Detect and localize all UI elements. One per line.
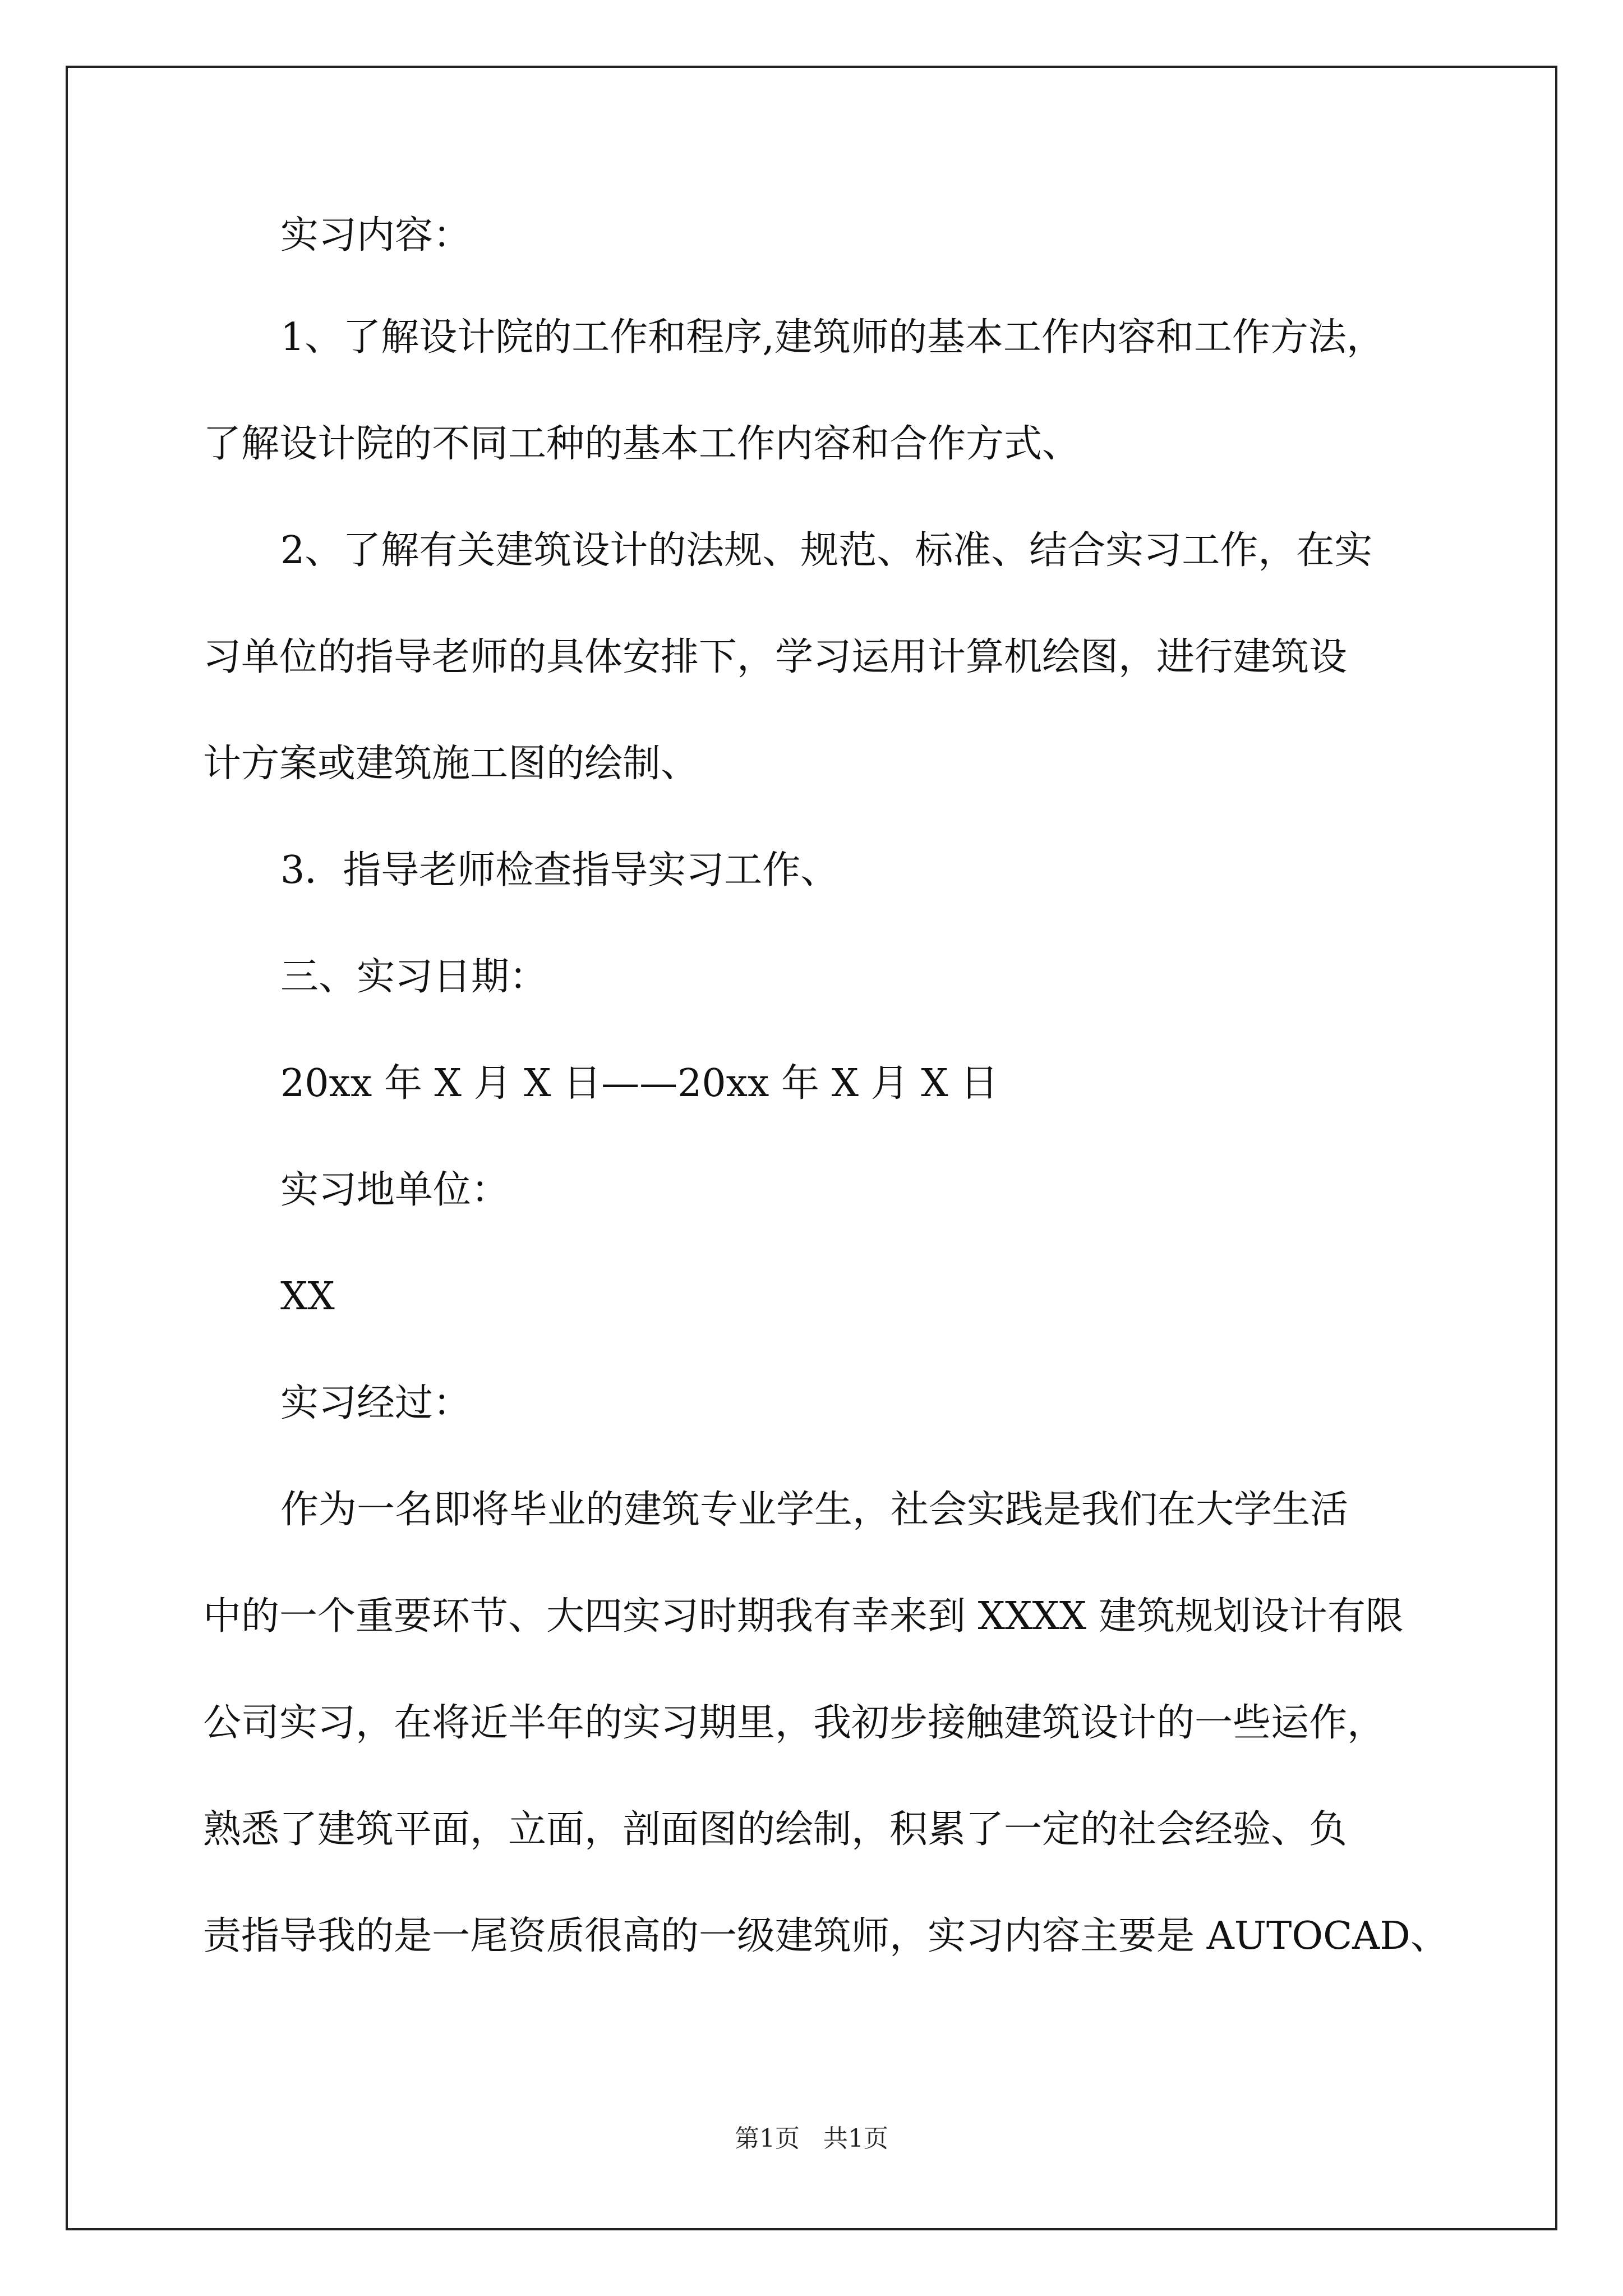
paragraph-line: 1、了解设计院的工作和程序,建筑师的基本工作内容和工作方法， (280, 315, 1385, 360)
paragraph-line: 计方案或建筑施工图的绘制、 (203, 742, 699, 786)
page-border (66, 66, 1557, 2230)
paragraph-line: 责指导我的是一尾资质很高的一级建筑师，实习内容主要是 AUTOCAD、 (203, 1914, 1449, 1958)
paragraph-line: 熟悉了建筑平面，立面，剖面图的绘制，积累了一定的社会经验、负 (203, 1807, 1348, 1852)
heading-process: 实习经过： (280, 1381, 472, 1425)
paragraph-line: 作为一名即将毕业的建筑专业学生，社会实践是我们在大学生活 (280, 1488, 1349, 1532)
paragraph-line: 了解设计院的不同工种的基本工作内容和合作方式、 (203, 422, 1081, 466)
paragraph-line: 中的一个重要环节、大四实习时期我有幸来到 XXXX 建筑规划设计有限 (203, 1594, 1404, 1639)
heading-unit: 实习地单位： (280, 1168, 510, 1212)
paragraph-line: 公司实习，在将近半年的实习期里，我初步接触建筑设计的一些运作， (203, 1701, 1386, 1745)
page-footer: 第1页 共1页 (735, 2124, 888, 2153)
section-heading-dates: 三、实习日期： (280, 955, 548, 999)
date-range: 20xx 年 X 月 X 日——20xx 年 X 月 X 日 (280, 1061, 999, 1106)
paragraph-line: 习单位的指导老师的具体安排下，学习运用计算机绘图，进行建筑设 (203, 635, 1348, 679)
unit-name: XX (280, 1274, 335, 1319)
paragraph-heading-content: 实习内容： (280, 213, 472, 257)
paragraph-line: 3．指导老师检查指导实习工作、 (280, 848, 839, 892)
paragraph-line: 2、了解有关建筑设计的法规、规范、标准、结合实习工作，在实 (280, 528, 1373, 573)
